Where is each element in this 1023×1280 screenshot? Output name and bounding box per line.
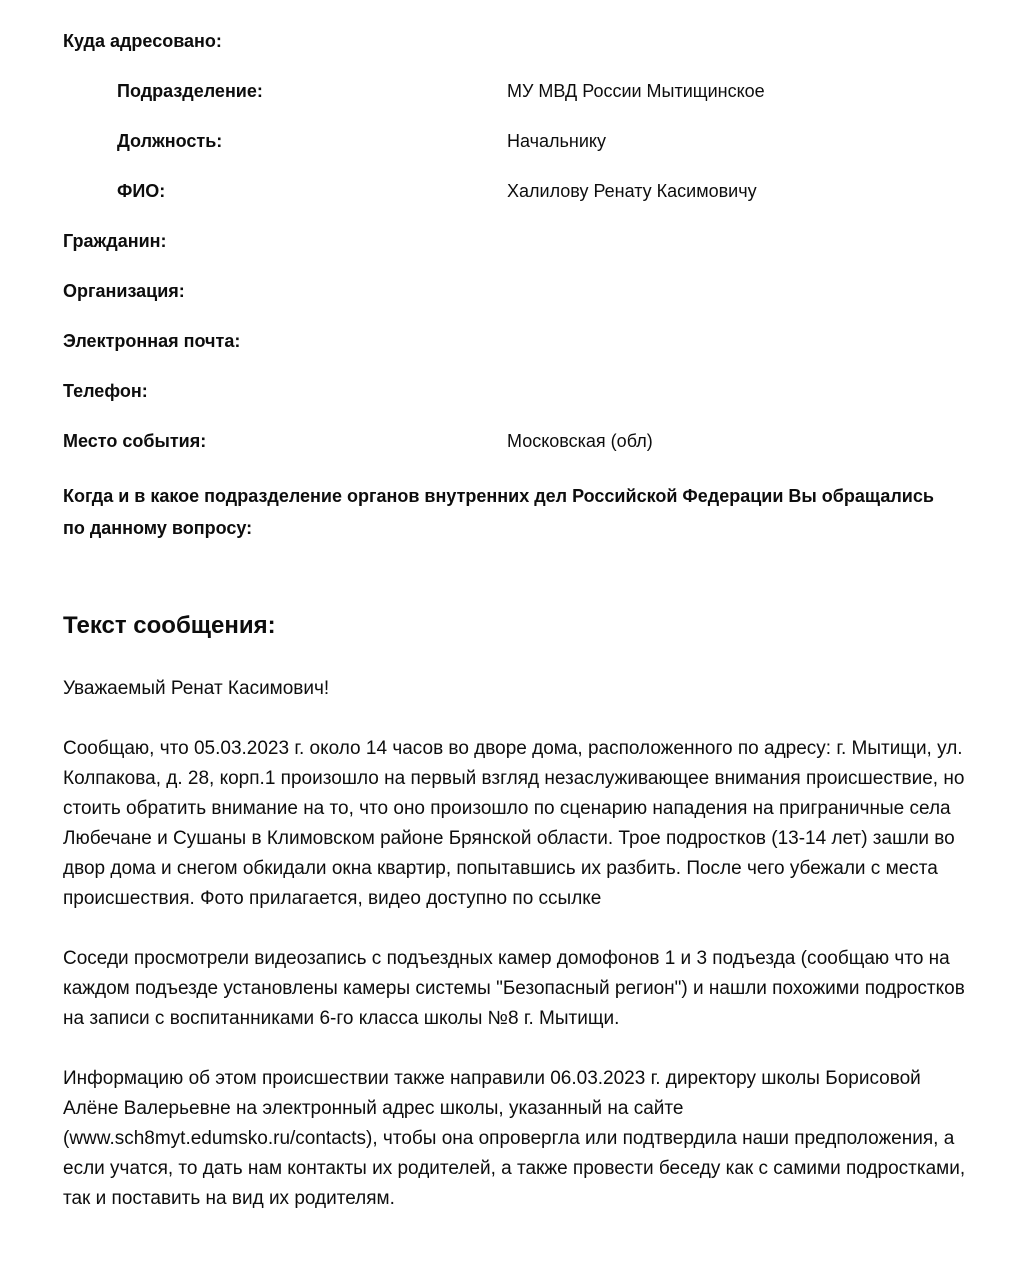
message-paragraph-neighbors: Соседи просмотрели видеозапись с подъездных камер домофонов 1 и 3 подъезда (сообщаю что на каждом подъезде установлены камеры системы "Безопасный регион") и нашли похожими подростков на записи с воспитанниками 6-го класса школы №8 г. Мытищи. (63, 948, 965, 1029)
dolzhnost-label: Должность: (117, 131, 223, 151)
message-paragraph-school: Информацию об этом происшествии также направили 06.03.2023 г. директору школы Борисовой Алёне Валерьевне на электронный адрес школы, указанный на сайте (www.sch8myt.edumsko.ru/contacts), чтобы она опровергла или подтвердила наши предположения, а если учатся, то дать нам контакты их родителей, а также провести беседу как с самими подростками, так и поставить на вид их родителям. (63, 1068, 966, 1209)
form-row-fio (63, 180, 973, 202)
mesto-sobytiya-label: Место события: (63, 431, 207, 451)
telefon-label: Телефон: (63, 381, 148, 401)
form-row-mesto-sobytiya (63, 430, 973, 452)
form-row-email (63, 330, 973, 352)
podrazdelenie-value: МУ МВД России Мытищинское (507, 81, 765, 101)
fio-value: Халилову Ренату Касимовичу (507, 181, 757, 201)
addressed-to-section-title: Куда адресовано: (63, 31, 222, 51)
dolzhnost-value: Начальнику (507, 131, 606, 151)
mesto-sobytiya-value: Московская (обл) (507, 431, 653, 451)
message-text-heading: Текст сообщения: (63, 612, 276, 639)
fio-label: ФИО: (117, 181, 166, 201)
email-label: Электронная почта: (63, 331, 241, 351)
message-greeting: Уважаемый Ренат Касимович! (63, 678, 330, 699)
form-row-dolzhnost (63, 130, 973, 152)
grazhdanin-label: Гражданин: (63, 231, 167, 251)
form-row-organizatsiya (63, 280, 973, 302)
podrazdelenie-label: Подразделение: (117, 81, 263, 101)
message-paragraph-incident: Сообщаю, что 05.03.2023 г. около 14 часов во дворе дома, расположенного по адресу: г. Мытищи, ул. Колпакова, д. 28, корп.1 произошло на первый взгляд незаслуживающее внимания происшествие, но стоить обратить внимание на то, что оно произошло по сценарию нападения на приграничные села Любечане и Сушаны в Климовском районе Брянской области. Трое подростков (13-14 лет) зашли во двор дома и снегом обкидали окна квартир, попытавшись их разбить. После чего убежали с места происшествия. Фото прилагается, видео доступно по ссылке (63, 738, 965, 909)
form-row-podrazdelenie (63, 80, 973, 102)
form-row-telefon (63, 380, 973, 402)
organizatsiya-label: Организация: (63, 281, 185, 301)
form-row-grazhdanin (63, 230, 973, 252)
previous-appeal-question: Когда и в какое подразделение органов внутренних дел Российской Федерации Вы обращались по данному вопросу: (63, 486, 934, 538)
